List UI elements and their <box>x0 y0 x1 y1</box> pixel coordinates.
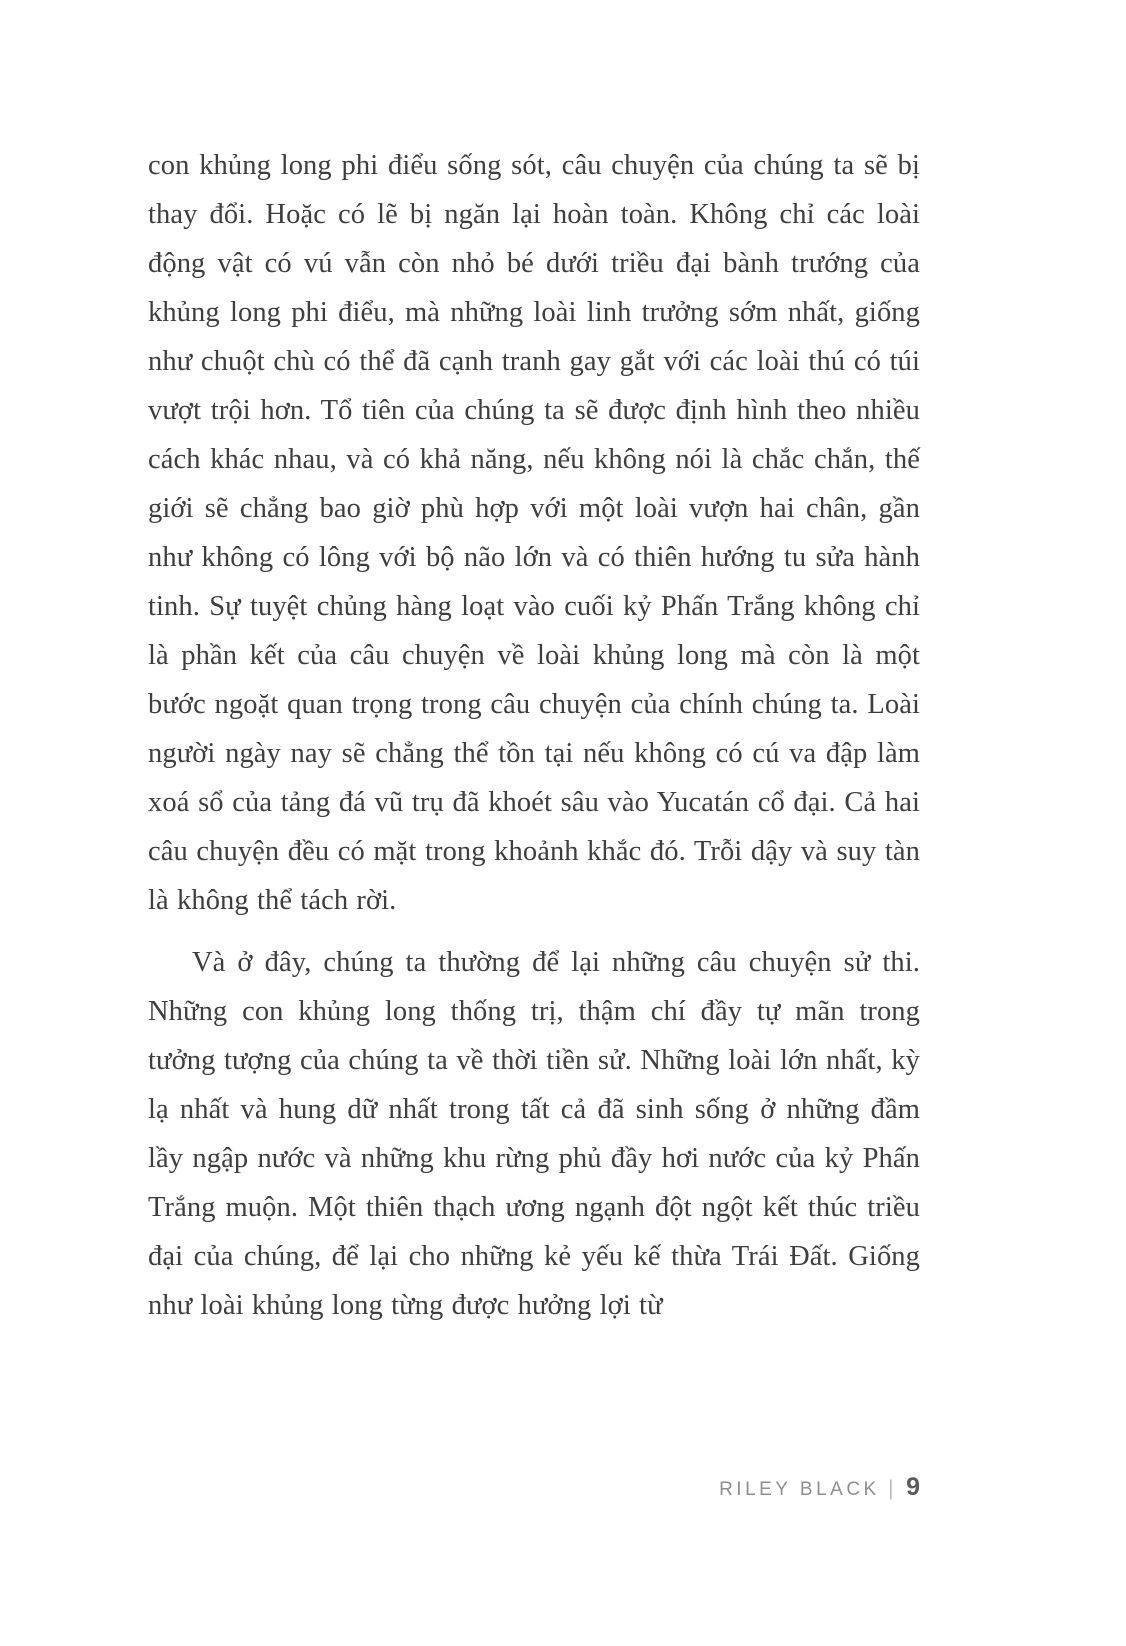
footer-separator: | <box>888 1477 894 1500</box>
footer-author: RILEY BLACK <box>719 1479 880 1500</box>
body-paragraph: con khủng long phi điểu sống sót, câu chuyện của chúng ta sẽ bị thay đổi. Hoặc có lẽ bị ngăn lại hoàn toàn. Không chỉ các loài động vật có vú vẫn còn nhỏ bé dưới triều đại bành trướng của khủng long phi điểu, mà những loài linh trưởng sớm nhất, giống như chuột chù có thể đã cạnh tranh gay gắt với các loài thú có túi vượt trội hơn. Tổ tiên của chúng ta sẽ được định hình theo nhiều cách khác nhau, và có khả năng, nếu không nói là chắc chắn, thế giới sẽ chẳng bao giờ phù hợp với một loài vượn hai chân, gần như không có lông với bộ não lớn và có thiên hướng tu sửa hành tinh. Sự tuyệt chủng hàng loạt vào cuối kỷ Phấn Trắng không chỉ là phần kết của câu chuyện về loài khủng long mà còn là một bước ngoặt quan trọng trong câu chuyện của chính chúng ta. Loài người ngày nay sẽ chẳng thể tồn tại nếu không có cú va đập làm xoá sổ của tảng đá vũ trụ đã khoét sâu vào Yucatán cổ đại. Cả hai câu chuyện đều có mặt trong khoảnh khắc đó. Trỗi dậy và suy tàn là không thể tách rời. <box>148 150 920 916</box>
body-paragraph: Và ở đây, chúng ta thường để lại những câu chuyện sử thi. Những con khủng long thống trị, thậm chí đầy tự mãn trong tưởng tượng của chúng ta về thời tiền sử. Những loài lớn nhất, kỳ lạ nhất và hung dữ nhất trong tất cả đã sinh sống ở những đầm lầy ngập nước và những khu rừng phủ đầy hơi nước của kỷ Phấn Trắng muộn. Một thiên thạch ương ngạnh đột ngột kết thúc triều đại của chúng, để lại cho những kẻ yếu kế thừa Trái Đất. Giống như loài khủng long từng được hưởng lợi từ <box>148 947 920 1321</box>
page-footer <box>148 1473 920 1502</box>
page-number: 9 <box>906 1473 920 1501</box>
page-body <box>148 141 920 1330</box>
